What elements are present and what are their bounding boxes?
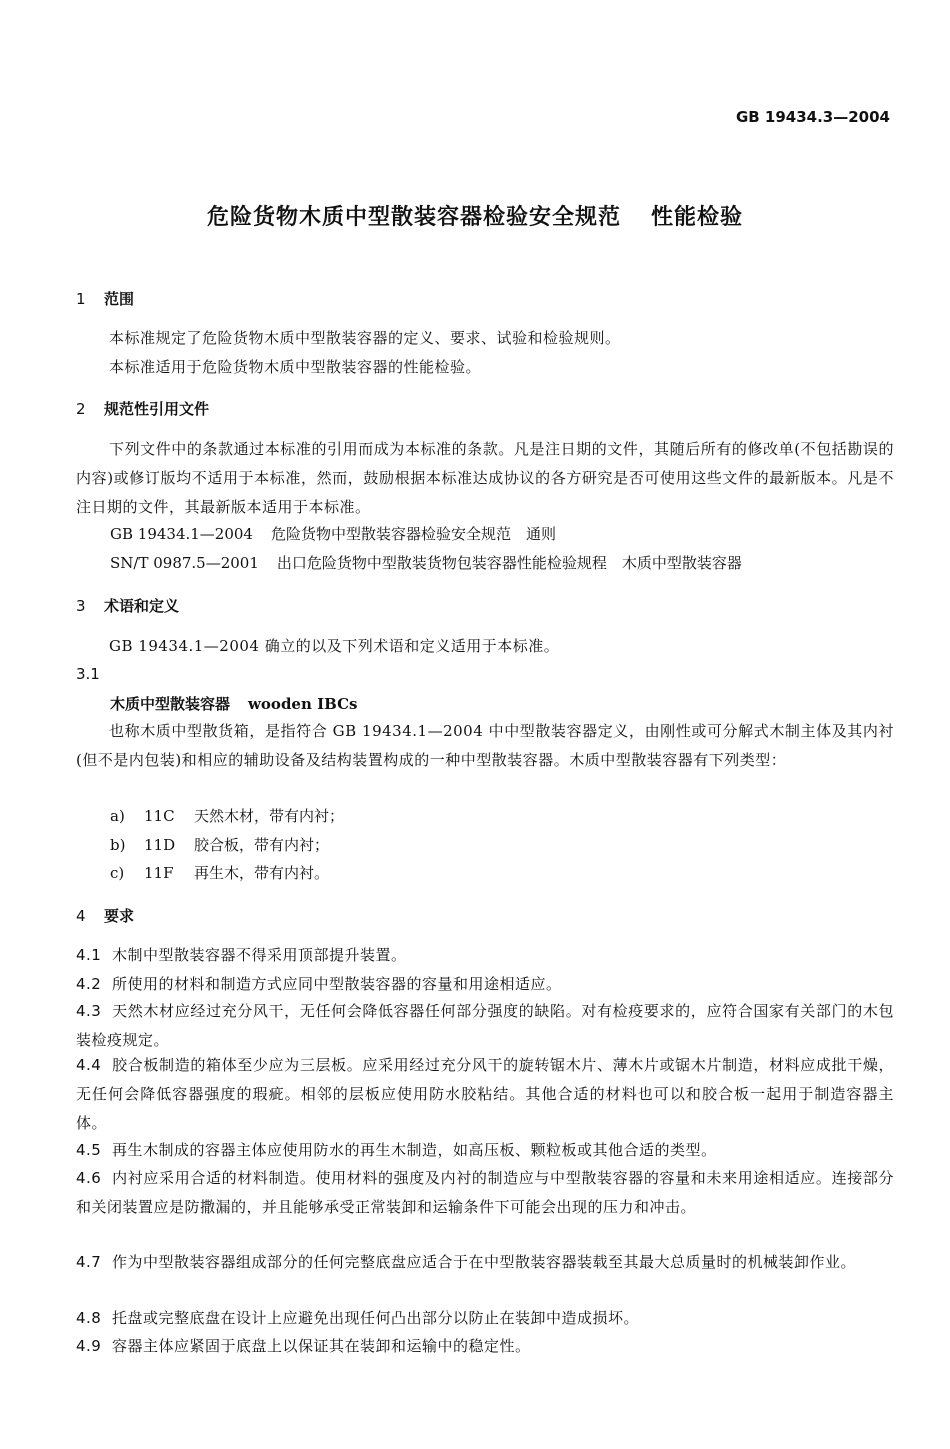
term-entry bbox=[110, 693, 357, 714]
list-item: a) 11C 天然木材，带有内衬； bbox=[110, 807, 345, 825]
normative-reference: GB 19434.1—2004 危险货物中型散装容器检验安全规范 通则 bbox=[110, 525, 556, 543]
clause: 4.6 内衬应采用合适的材料制造。使用材料的强度及内衬的制造应与中型散装容器的容量和未来用途相适应。连接部分和关闭装置应是防撒漏的，并且能够承受正常装卸和运输条件下可能会出现的压力和冲击。 bbox=[76, 1169, 894, 1216]
title-main: 危险货物木质中型散装容器检验安全规范 bbox=[206, 205, 621, 230]
list-item: c) 11F 再生木，带有内衬。 bbox=[110, 864, 330, 882]
section-1-paragraph-1: 本标准规定了危险货物木质中型散装容器的定义、要求、试验和检验规则。 bbox=[109, 329, 621, 347]
clause: 4.3 天然木材应经过充分风干，无任何会降低容器任何部分强度的缺陷。对有检疫要求的，应符合国家有关部门的木包装检疫规定。 bbox=[76, 1002, 894, 1049]
clause: 4.8 托盘或完整底盘在设计上应避免出现任何凸出部分以防止在装卸中造成损坏。 bbox=[76, 1309, 640, 1327]
title-sub: 性能检验 bbox=[651, 205, 744, 230]
clause: 4.9 容器主体应紧固于底盘上以保证其在装卸和运输中的稳定性。 bbox=[76, 1337, 531, 1355]
section-3-paragraph: GB 19434.1—2004 确立的以及下列术语和定义适用于本标准。 bbox=[109, 637, 560, 655]
section-1-paragraph-2: 本标准适用于危险货物木质中型散装容器的性能检验。 bbox=[109, 358, 482, 376]
clause: 4.4 胶合板制造的箱体至少应为三层板。应采用经过充分风干的旋转锯木片、薄木片或锯木片制造，材料应成批干燥，无任何会降低容器强度的瑕疵。相邻的层板应使用防水胶粘结。其他合适的材料也可以和胶合板一起用于制造容器主体。 bbox=[76, 1056, 894, 1132]
standard-number: GB 19434.3—2004 bbox=[735, 108, 890, 126]
clause: 4.5 再生木制成的容器主体应使用防水的再生木制造，如高压板、颗粒板或其他合适的类型。 bbox=[76, 1141, 717, 1159]
term-chinese: 木质中型散装容器 bbox=[110, 695, 231, 713]
section-2-paragraph: 下列文件中的条款通过本标准的引用而成为本标准的条款。凡是注日期的文件，其随后所有的修改单(不包括勘误的内容)或修订版均不适用于本标准，然而，鼓励根据本标准达成协议的各方研究是否可使用这些文件的最新版本。凡是不注日期的文件，其最新版本适用于本标准。 bbox=[76, 440, 894, 516]
section-4-heading: 4 要求 bbox=[76, 907, 135, 925]
term-definition: 也称木质中型散货箱，是指符合 GB 19434.1—2004 中中型散装容器定义，由刚性或可分解式木制主体及其内衬(但不是内包装)和相应的辅助设备及结构装置构成的一种中型散装容器。木质中型散装容器有下列类型： bbox=[76, 722, 894, 769]
subsection-number: 3.1 bbox=[76, 665, 100, 683]
section-1-heading: 1 范围 bbox=[76, 290, 135, 308]
clause: 4.7 作为中型散装容器组成部分的任何完整底盘应适合于在中型散装容器装载至其最大总质量时的机械装卸作业。 bbox=[76, 1253, 857, 1271]
document-title bbox=[0, 200, 950, 231]
clause: 4.1 木制中型散装容器不得采用顶部提升装置。 bbox=[76, 946, 407, 964]
clause: 4.2 所使用的材料和制造方式应同中型散装容器的容量和用途相适应。 bbox=[76, 975, 562, 993]
normative-reference: SN/T 0987.5—2001 出口危险货物中型散装货物包装容器性能检验规程 木质中型散装容器 bbox=[110, 554, 742, 572]
section-3-heading: 3 术语和定义 bbox=[76, 597, 180, 615]
list-item: b) 11D 胶合板，带有内衬； bbox=[110, 836, 330, 854]
term-english: wooden IBCs bbox=[248, 695, 358, 713]
section-2-heading: 2 规范性引用文件 bbox=[76, 400, 210, 418]
